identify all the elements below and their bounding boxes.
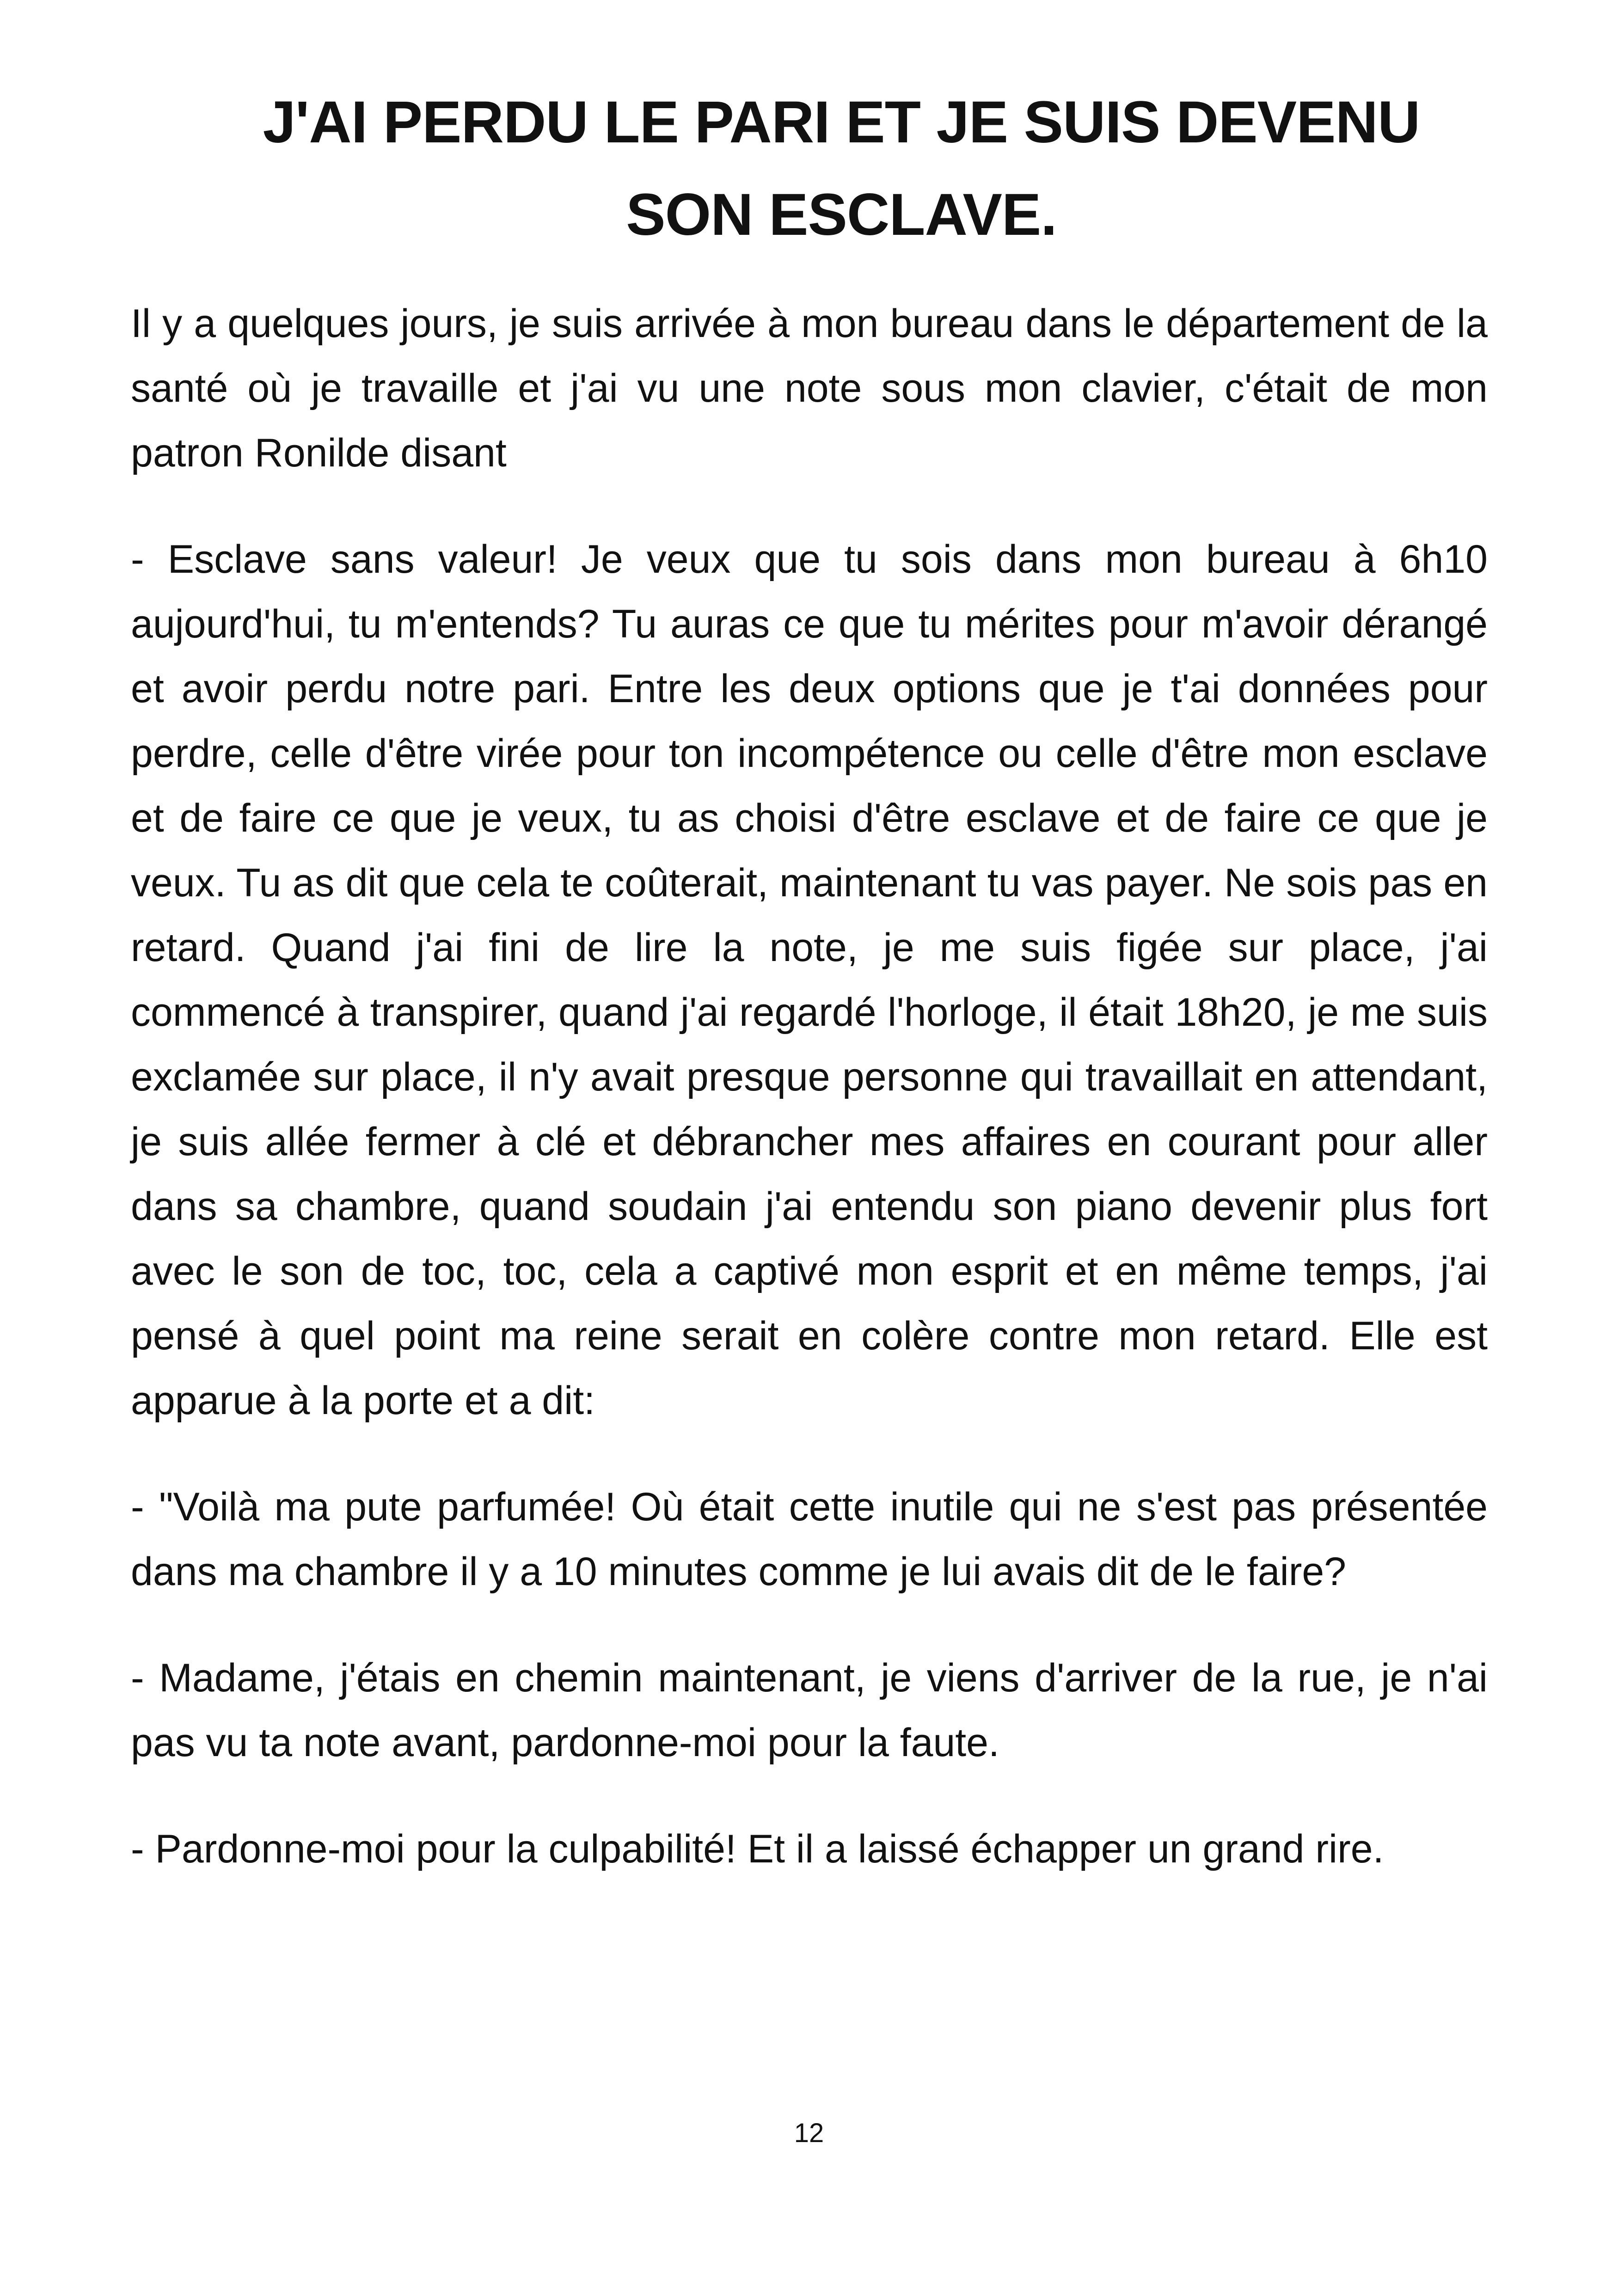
paragraph-dialogue-laugh: - Pardonne-moi pour la culpabilité! Et il a laissé échapper un grand rire. bbox=[131, 1827, 1384, 1871]
body-text bbox=[131, 291, 1488, 1923]
paragraph-intro: Il y a quelques jours, je suis arrivée à mon bureau dans le département de la santé où je travaille et j'ai vu une note sous mon clavier, c'était de mon patron Ronilde disant bbox=[131, 301, 1488, 475]
paragraph-dialogue-reply: - Madame, j'étais en chemin maintenant, je viens d'arriver de la rue, je n'ai pas vu ta note avant, pardonne-moi pour la faute. bbox=[131, 1656, 1488, 1765]
paragraph-dialogue-queen: - "Voilà ma pute parfumée! Où était cette inutile qui ne s'est pas présentée dans ma chambre il y a 10 minutes comme je lui avais dit de le faire? bbox=[131, 1485, 1488, 1594]
page-number: 12 bbox=[794, 2118, 824, 2148]
paragraph-note: - Esclave sans valeur! Je veux que tu sois dans mon bureau à 6h10 aujourd'hui, tu m'entends? Tu auras ce que tu mérites pour m'avoir dérangé et avoir perdu notre pari. Entre les deux options que je t'ai données pour perdre, celle d'être virée pour ton incompétence ou celle d'être mon esclave et de faire ce que je veux, tu as choisi d'être esclave et de faire ce que je veux. Tu as dit que cela te coûterait, maintenant tu vas payer. Ne sois pas en retard. Quand j'ai fini de lire la note, je me suis figée sur place, j'ai commencé à transpirer, quand j'ai regardé l'horloge, il était 18h20, je me suis exclamée sur place, il n'y avait presque personne qui travaillait en attendant, je suis allée fermer à clé et débrancher mes affaires en courant pour aller dans sa chambre, quand soudain j'ai entendu son piano devenir plus fort avec le son de toc, toc, cela a captivé mon esprit et en même temps, j'ai pensé à quel point ma reine serait en colère contre mon retard. Elle est apparue à la porte et a dit: bbox=[131, 537, 1488, 1423]
chapter-title: J'AI PERDU LE PARI ET JE SUIS DEVENU SON ESCLAVE. bbox=[263, 89, 1420, 248]
